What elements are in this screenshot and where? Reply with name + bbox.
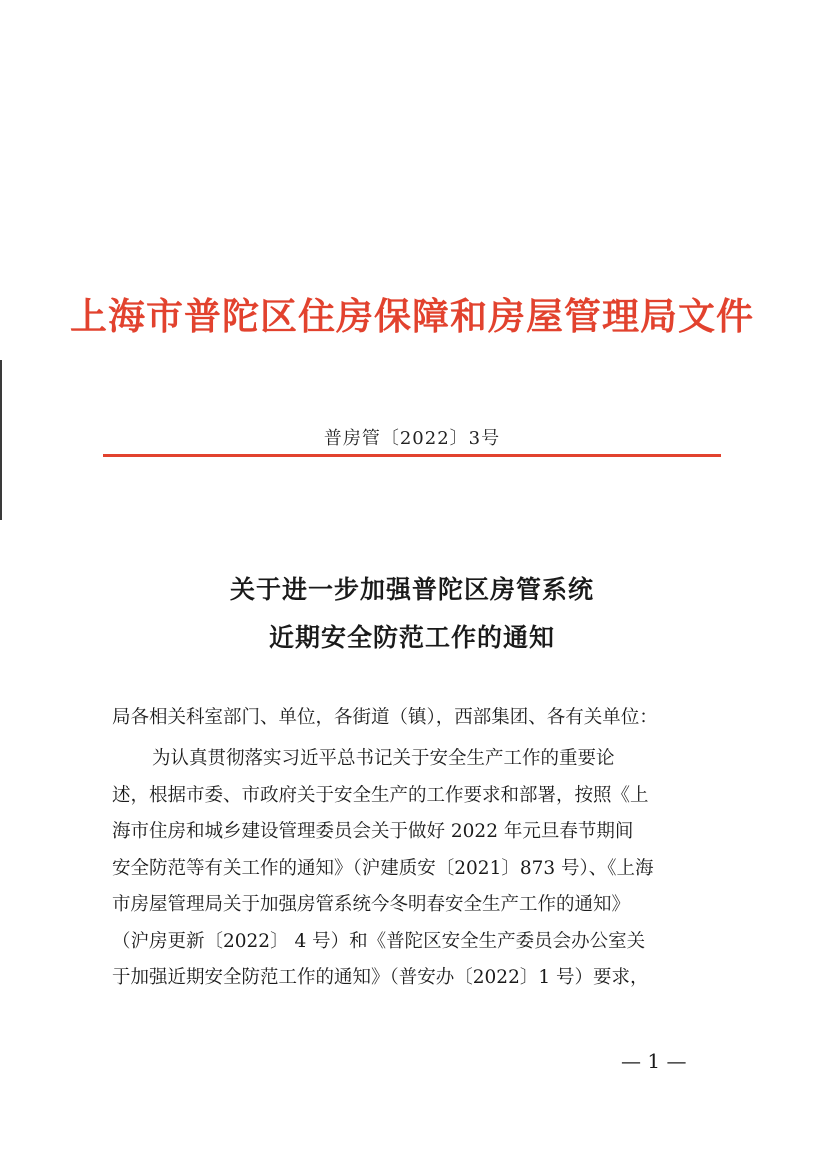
body-line: 于加强近期安全防范工作的通知》（普安办〔2022〕1 号）要求，: [112, 967, 649, 988]
issuing-authority-title: 上海市普陀区住房保障和房屋管理局文件: [70, 294, 754, 338]
notice-title-line-1: 关于进一步加强普陀区房管系统: [229, 575, 594, 604]
salutation: 局各相关科室部门、单位，各街道（镇），西部集团、各有关单位：: [112, 707, 658, 728]
body-line: 述，根据市委、市政府关于安全生产的工作要求和部署，按照《上: [112, 784, 649, 806]
body-line: 海市住房和城乡建设管理委员会关于做好 2022 年元旦春节期间: [112, 821, 634, 842]
body-line: 为认真贯彻落实习近平总书记关于安全生产工作的重要论: [152, 748, 615, 769]
red-separator-line: [103, 454, 721, 457]
document-number: 普房管〔2022〕3号: [323, 428, 501, 449]
notice-title: [0, 566, 824, 662]
body-line: 安全防范等有关工作的通知》（沪建质安〔2021〕873 号）、《上海: [112, 857, 654, 879]
page-number: — 1 —: [621, 1049, 687, 1073]
body-line: 市房屋管理局关于加强房管系统今冬明春安全生产工作的通知》: [112, 894, 631, 915]
body-line: （沪房更新〔2022〕 4 号）和《普陀区安全生产委员会办公室关: [112, 930, 646, 952]
notice-title-line-2: 近期安全防范工作的通知: [268, 623, 555, 652]
body-paragraph: [112, 741, 737, 997]
